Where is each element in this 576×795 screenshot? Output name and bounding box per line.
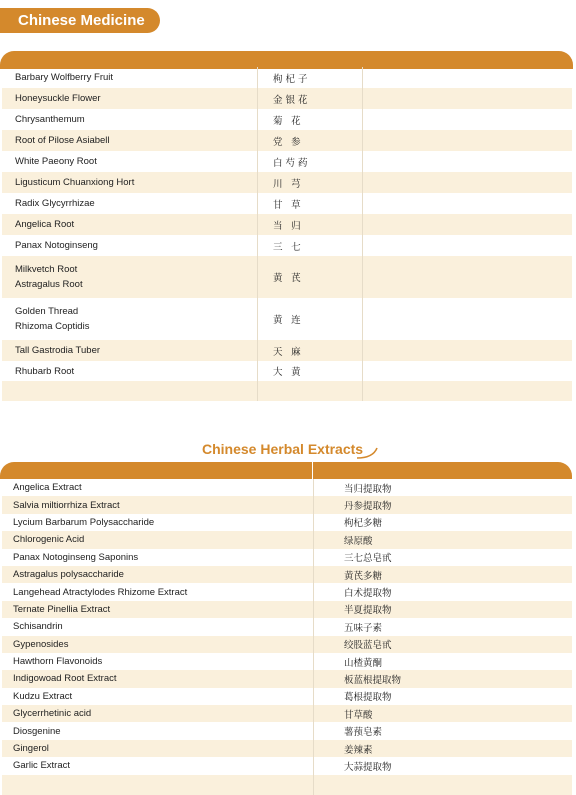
table-row [2, 496, 572, 513]
chinese-name: 菊 花 [257, 109, 362, 130]
table-row [2, 298, 572, 340]
chinese-name: 山楂黄酮 [313, 653, 572, 670]
english-name: Glycerrhetinic acid [13, 708, 92, 720]
table-row [2, 235, 572, 256]
chinese-name: 黄 芪 [257, 256, 362, 298]
english-name: Langehead Atractylodes Rhizome Extract [13, 586, 188, 598]
table-row [2, 618, 572, 635]
table-row [2, 757, 572, 774]
chinese-name: 绞股蓝皂甙 [313, 636, 572, 653]
table-row [2, 109, 572, 130]
table-row [2, 636, 572, 653]
table-row [2, 193, 572, 214]
chinese-name: 大蒜提取物 [313, 757, 572, 774]
chinese-name: 三 七 [257, 235, 362, 256]
chinese-name: 川 芎 [257, 172, 362, 193]
section-title-herbal-extracts: Chinese Herbal Extracts [202, 441, 364, 457]
english-name: Astragalus polysaccharide [13, 569, 124, 581]
chinese-name: 半夏提取物 [313, 601, 572, 618]
table-row [2, 172, 572, 193]
herbal-extracts-table [2, 479, 572, 795]
english-name: Panax Notoginseng Saponins [13, 551, 139, 563]
table-row [2, 531, 572, 548]
chinese-name: 白术提取物 [313, 583, 572, 600]
english-name: Gingerol [13, 743, 49, 755]
chinese-name: 金银花 [257, 88, 362, 109]
table-row [2, 688, 572, 705]
english-name: Root of Pilose Asiabell [15, 135, 110, 146]
english-name: Ligusticum Chuanxiong Hort [15, 177, 135, 188]
chinese-name: 党 参 [257, 130, 362, 151]
english-name: White Paeony Root [15, 156, 97, 167]
chinese-name: 甘草酸 [313, 705, 572, 722]
table-row [2, 740, 572, 757]
table-row [2, 214, 572, 235]
chinese-name: 三七总皂甙 [313, 549, 572, 566]
english-name: Lycium Barbarum Polysaccharide [13, 516, 155, 528]
table-row [2, 549, 572, 566]
chinese-name: 天 麻 [257, 340, 362, 361]
chinese-name: 甘 草 [257, 193, 362, 214]
english-name: Chrysanthemum [15, 114, 85, 125]
table-row [2, 653, 572, 670]
swoosh-decoration [355, 446, 381, 460]
english-name: Salvia miltiorrhiza Extract [13, 499, 120, 511]
english-name: Panax Notoginseng [15, 240, 98, 251]
chinese-name: 当 归 [257, 214, 362, 235]
chinese-medicine-table [2, 67, 572, 401]
table-row [2, 670, 572, 687]
table-row [2, 722, 572, 739]
chinese-name: 葛根提取物 [313, 688, 572, 705]
english-name: Milkvetch Root Astragalus Root [15, 264, 83, 290]
table-row [2, 479, 572, 496]
chinese-name: 丹参提取物 [313, 496, 572, 513]
chinese-name: 当归提取物 [313, 479, 572, 496]
chinese-name: 板蓝根提取物 [313, 670, 572, 687]
english-name: Barbary Wolfberry Fruit [15, 72, 114, 83]
english-name: Angelica Extract [13, 482, 82, 494]
table-row [2, 514, 572, 531]
english-name: Golden Thread Rhizoma Coptidis [15, 306, 90, 332]
english-name: Gypenosides [13, 638, 69, 650]
english-name: Chlorogenic Acid [13, 534, 85, 546]
table-row [2, 67, 572, 88]
table-row [2, 381, 572, 401]
table-row [2, 705, 572, 722]
english-name: Garlic Extract [13, 760, 71, 772]
chinese-name: 大 黄 [257, 361, 362, 381]
table-row [2, 256, 572, 298]
chinese-name: 黄芪多糖 [313, 566, 572, 583]
table-row [2, 361, 572, 381]
table-row [2, 583, 572, 600]
table-header-bar [0, 462, 572, 479]
english-name: Hawthorn Flavonoids [13, 656, 103, 668]
chinese-name [313, 775, 572, 795]
english-name: Diosgenine [13, 725, 61, 737]
chinese-name [257, 381, 362, 401]
english-name: Ternate Pinellia Extract [13, 603, 111, 615]
chinese-name: 黄 连 [257, 298, 362, 340]
chinese-name: 五味子素 [313, 618, 572, 635]
english-name: Kudzu Extract [13, 690, 73, 702]
english-name: Schisandrin [13, 621, 63, 633]
english-name: Honeysuckle Flower [15, 93, 101, 104]
table-row [2, 88, 572, 109]
english-name: Tall Gastrodia Tuber [15, 345, 101, 356]
table-row [2, 151, 572, 172]
chinese-name: 枸杞子 [257, 67, 362, 88]
english-name: Radix Glycyrrhizae [15, 198, 95, 209]
english-name: Indigowoad Root Extract [13, 673, 117, 685]
table-row [2, 775, 572, 795]
table-row [2, 601, 572, 618]
chinese-name: 绿原酸 [313, 531, 572, 548]
english-name: Angelica Root [15, 219, 75, 230]
chinese-name: 薯蓣皂素 [313, 722, 572, 739]
section-title-chinese-medicine: Chinese Medicine [0, 8, 160, 33]
table-row [2, 130, 572, 151]
english-name: Rhubarb Root [15, 365, 75, 377]
chinese-name: 姜辣素 [313, 740, 572, 757]
table-row [2, 566, 572, 583]
table-row [2, 340, 572, 361]
chinese-name: 枸杞多糖 [313, 514, 572, 531]
chinese-name: 白芍药 [257, 151, 362, 172]
